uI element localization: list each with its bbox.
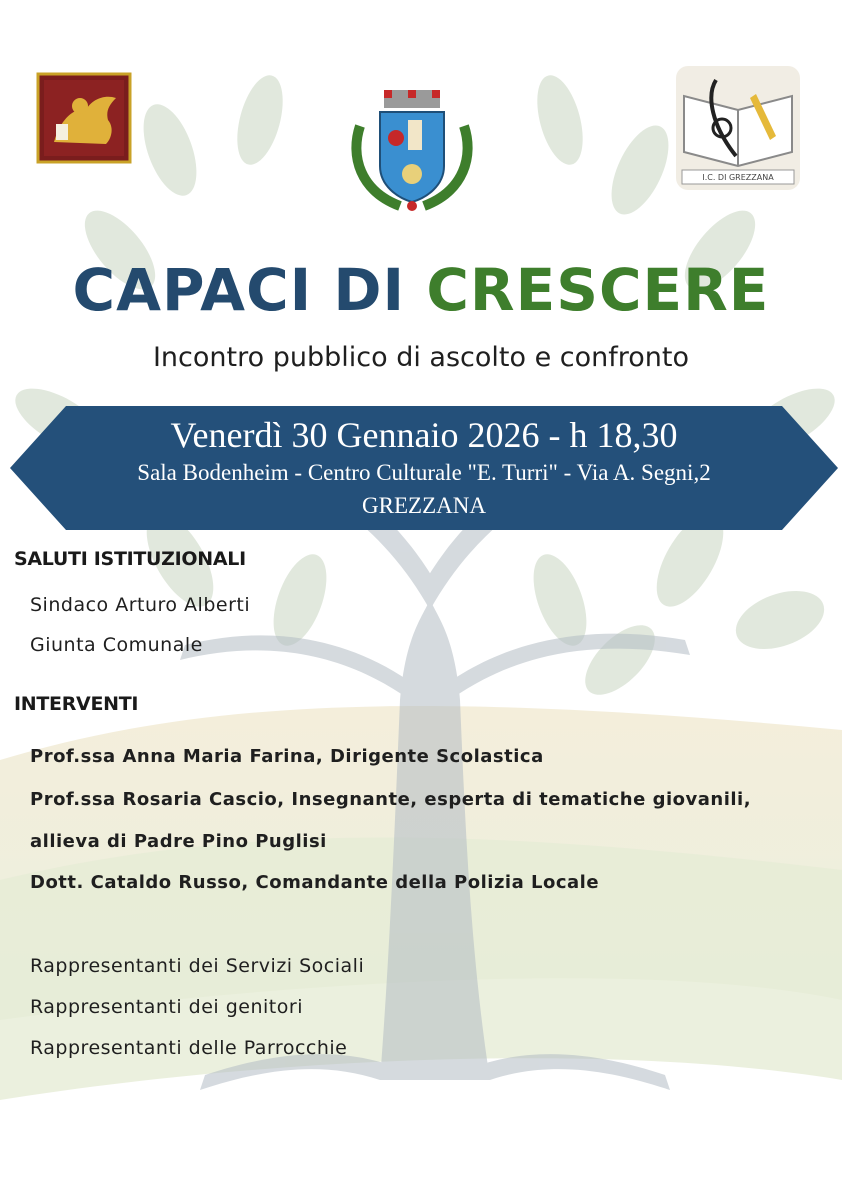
regione-veneto-logo (36, 72, 132, 182)
rappresentanti-item: Rappresentanti dei Servizi Sociali (30, 955, 365, 977)
interventi-item: Prof.ssa Rosaria Cascio, Insegnante, esperta di tematiche giovanili, (30, 789, 752, 810)
event-town: GREZZANA (362, 493, 486, 518)
interventi-item: allieva di Padre Pino Puglisi (30, 831, 327, 852)
rappresentanti-item: Rappresentanti dei genitori (30, 996, 303, 1018)
saluti-item: Sindaco Arturo Alberti (30, 594, 251, 616)
event-venue: Sala Bodenheim - Centro Culturale "E. Turri" - Via A. Segni,2 (137, 460, 711, 485)
school-caption: I.C. DI GREZZANA (702, 173, 774, 182)
rappresentanti-item: Rappresentanti delle Parrocchie (30, 1037, 348, 1059)
lion-of-saint-mark-icon (36, 72, 132, 182)
saluti-heading: SALUTI ISTITUZIONALI (14, 548, 246, 570)
date-venue-banner (10, 406, 838, 530)
event-subtitle: Incontro pubblico di ascolto e confronto (152, 342, 690, 373)
event-title (0, 256, 842, 324)
saluti-item: Giunta Comunale (30, 634, 203, 656)
event-date-time: Venerdì 30 Gennaio 2026 - h 18,30 (170, 415, 678, 455)
title-part-2: CRESCERE (426, 256, 770, 324)
interventi-item: Dott. Cataldo Russo, Comandante della Polizia Locale (30, 872, 600, 893)
school-book-icon (676, 66, 800, 190)
coat-of-arms-icon (350, 86, 474, 216)
title-part-1: CAPACI DI (72, 256, 406, 324)
interventi-item: Prof.ssa Anna Maria Farina, Dirigente Scolastica (30, 746, 544, 767)
school-logo (676, 66, 800, 190)
interventi-heading: INTERVENTI (14, 693, 139, 715)
comune-coat-of-arms (350, 86, 474, 216)
